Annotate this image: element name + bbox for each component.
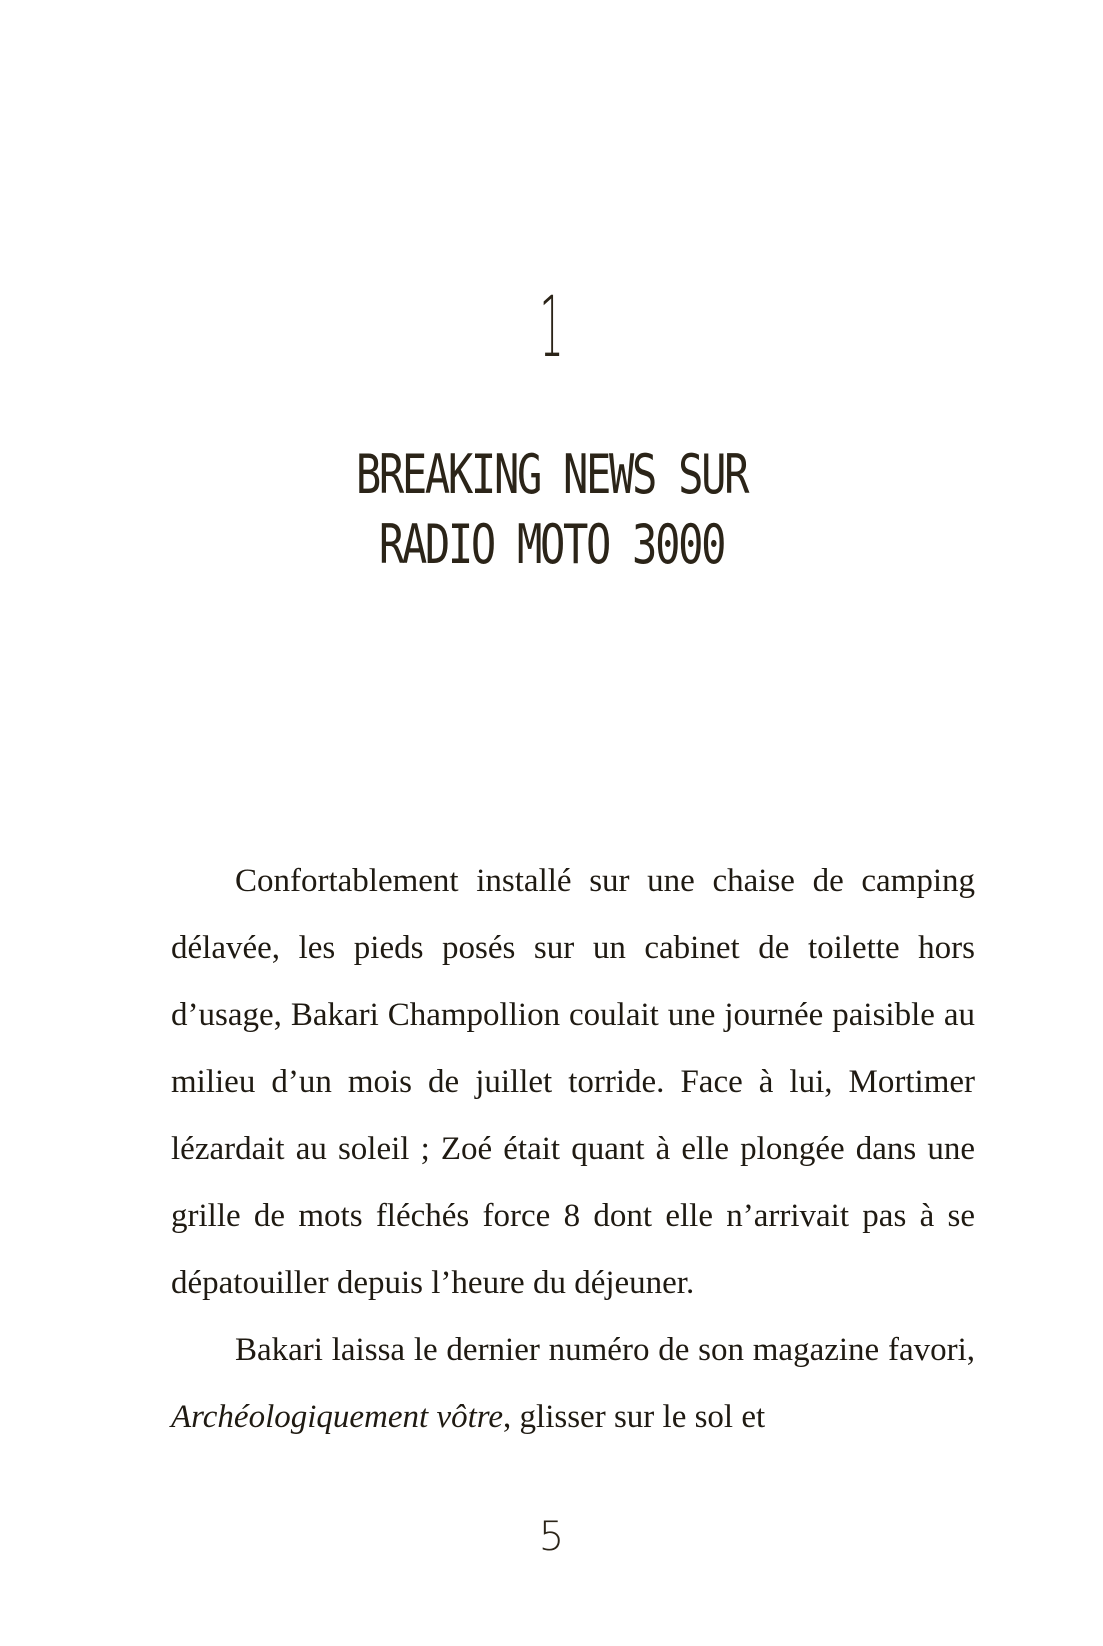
body-text (171, 848, 975, 1451)
paragraph-1: Confortablement installé sur une chaise de camping délavée, les pieds posés sur un cabinet de toilette hors d’usage, Bakari Champollion coulait une journée paisible au milieu d’un mois de juillet torride. Face à lui, Mortimer lézardait au soleil ; Zoé était quant à elle plongée dans une grille de mots fléchés force 8 dont elle n’arrivait pas à se dépatouiller depuis l’heure du déjeuner. (171, 863, 975, 1301)
chapter-title-line-1: BREAKING NEWS SUR (355, 443, 748, 506)
chapter-title-line-2: RADIO MOTO 3000 (378, 513, 725, 576)
chapter-title (121, 440, 981, 580)
magazine-title: Archéologiquement vôtre (171, 1399, 504, 1435)
paragraph-2-end: , glisser sur le sol et (503, 1399, 766, 1435)
paragraph-2-start: Bakari laissa le dernier numéro de son magazine favori, (235, 1332, 975, 1368)
page-number: 5 (538, 1514, 565, 1560)
paragraph-2 (171, 1317, 975, 1451)
chapter-number: 1 (539, 278, 564, 376)
